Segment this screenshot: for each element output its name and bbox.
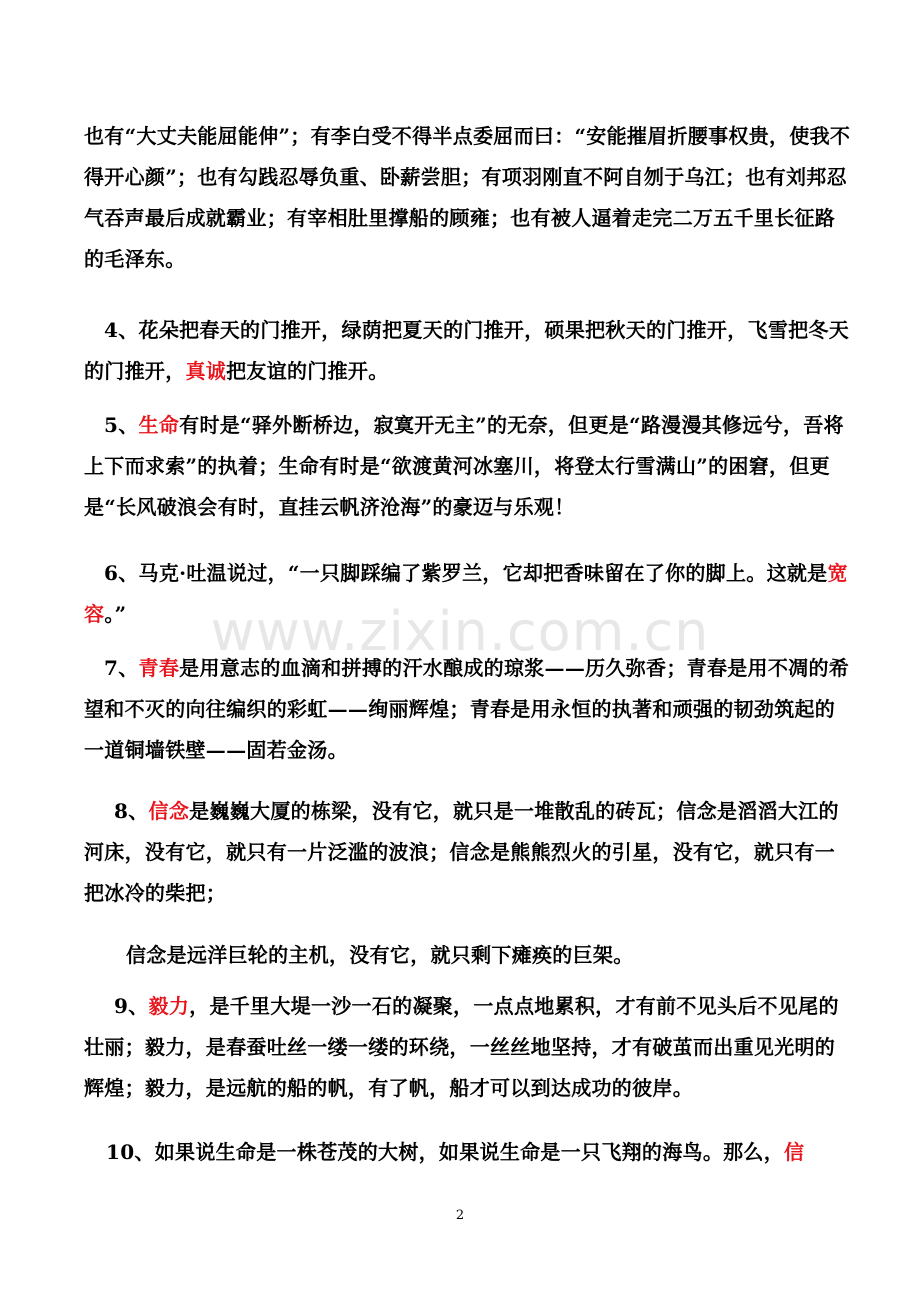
paragraph-text: 是巍巍大厦的栋梁，没有它，就只是一堆散乱的砖瓦；信念是滔滔大江的河床，没有它，就只有一片泛滥的波浪；信念是熊熊烈火的引星，没有它，就只有一把冰冷的柴把； bbox=[84, 799, 839, 905]
page-number: 2 bbox=[455, 1208, 465, 1223]
keyword-perseverance: 毅力 bbox=[148, 994, 190, 1018]
keyword-tolerance: 宽容 bbox=[84, 561, 848, 626]
keyword-youth: 青春 bbox=[138, 656, 180, 680]
paragraph-continued bbox=[84, 116, 854, 280]
paragraph-text: 7、 bbox=[104, 656, 139, 680]
keyword-sincerity: 真诚 bbox=[185, 359, 227, 383]
paragraph-8b bbox=[84, 935, 854, 976]
paragraph-9 bbox=[84, 986, 854, 1109]
paragraph-7 bbox=[84, 648, 854, 771]
paragraph-text: 。” bbox=[104, 602, 127, 626]
keyword-belief-partial: 信 bbox=[784, 1140, 805, 1164]
paragraph-8 bbox=[84, 791, 854, 914]
paragraph-text: 把友谊的门推开。 bbox=[226, 359, 389, 383]
watermark: www.zixin.com.cn bbox=[210, 600, 710, 663]
paragraph-text: 4、花朵把春天的门推开，绿荫把夏天的门推开，硕果把秋天的门推开，飞雪把冬天的门推开， bbox=[84, 318, 850, 383]
paragraph-text: ，是千里大堤一沙一石的凝聚，一点点地累积，才有前不见头后不见尾的壮丽；毅力，是春蚕吐丝一缕一缕的环绕，一丝丝地坚持，才有破茧而出重见光明的辉煌；毅力，是远航的船的帆，有了帆，船才可以到达成功的彼岸。 bbox=[84, 994, 839, 1100]
paragraph-5 bbox=[84, 405, 854, 528]
paragraph-text: 10、如果说生命是一株苍茂的大树，如果说生命是一只飞翔的海鸟。那么， bbox=[106, 1140, 785, 1164]
keyword-life: 生命 bbox=[138, 413, 180, 437]
paragraph-text: 6、马克·吐温说过，“一只脚踩编了紫罗兰，它却把香味留在了你的脚上。这就是 bbox=[104, 561, 828, 585]
paragraph-text: 8、 bbox=[114, 799, 149, 823]
paragraph-text: 也有“大丈夫能屈能伸”；有李白受不得半点委屈而曰：“安能摧眉折腰事权贵，使我不得开心颜”；也有勾践忍辱负重、卧薪尝胆；有项羽刚直不阿自刎于乌江；也有刘邦忍气吞声最后成就霸业；有宰相肚里撑船的顾雍；也有被人逼着走完二万五千里长征路的毛泽东。 bbox=[84, 124, 851, 271]
paragraph-text: 有时是“驿外断桥边，寂寞开无主”的无奈，但更是“路漫漫其修远兮，吾将上下而求索”的执着；生命有时是“欲渡黄河冰塞川，将登太行雪满山”的困窘，但更是“长风破浪会有时，直挂云帆济沧海”的豪迈与乐观！ bbox=[84, 413, 844, 519]
paragraph-text: 是用意志的血滴和拼搏的汗水酿成的琼浆——历久弥香；青春是用不凋的希望和不灭的向往编织的彩虹——绚丽辉煌；青春是用永恒的执著和顽强的韧劲筑起的一道铜墙铁壁——固若金汤。 bbox=[84, 656, 850, 762]
paragraph-10 bbox=[84, 1132, 854, 1173]
keyword-belief: 信念 bbox=[148, 799, 190, 823]
paragraph-4 bbox=[84, 310, 854, 392]
paragraph-text: 信念是远洋巨轮的主机，没有它，就只剩下瘫痪的巨架。 bbox=[126, 943, 634, 967]
paragraph-text: 9、 bbox=[114, 994, 149, 1018]
paragraph-text: 5、 bbox=[104, 413, 139, 437]
